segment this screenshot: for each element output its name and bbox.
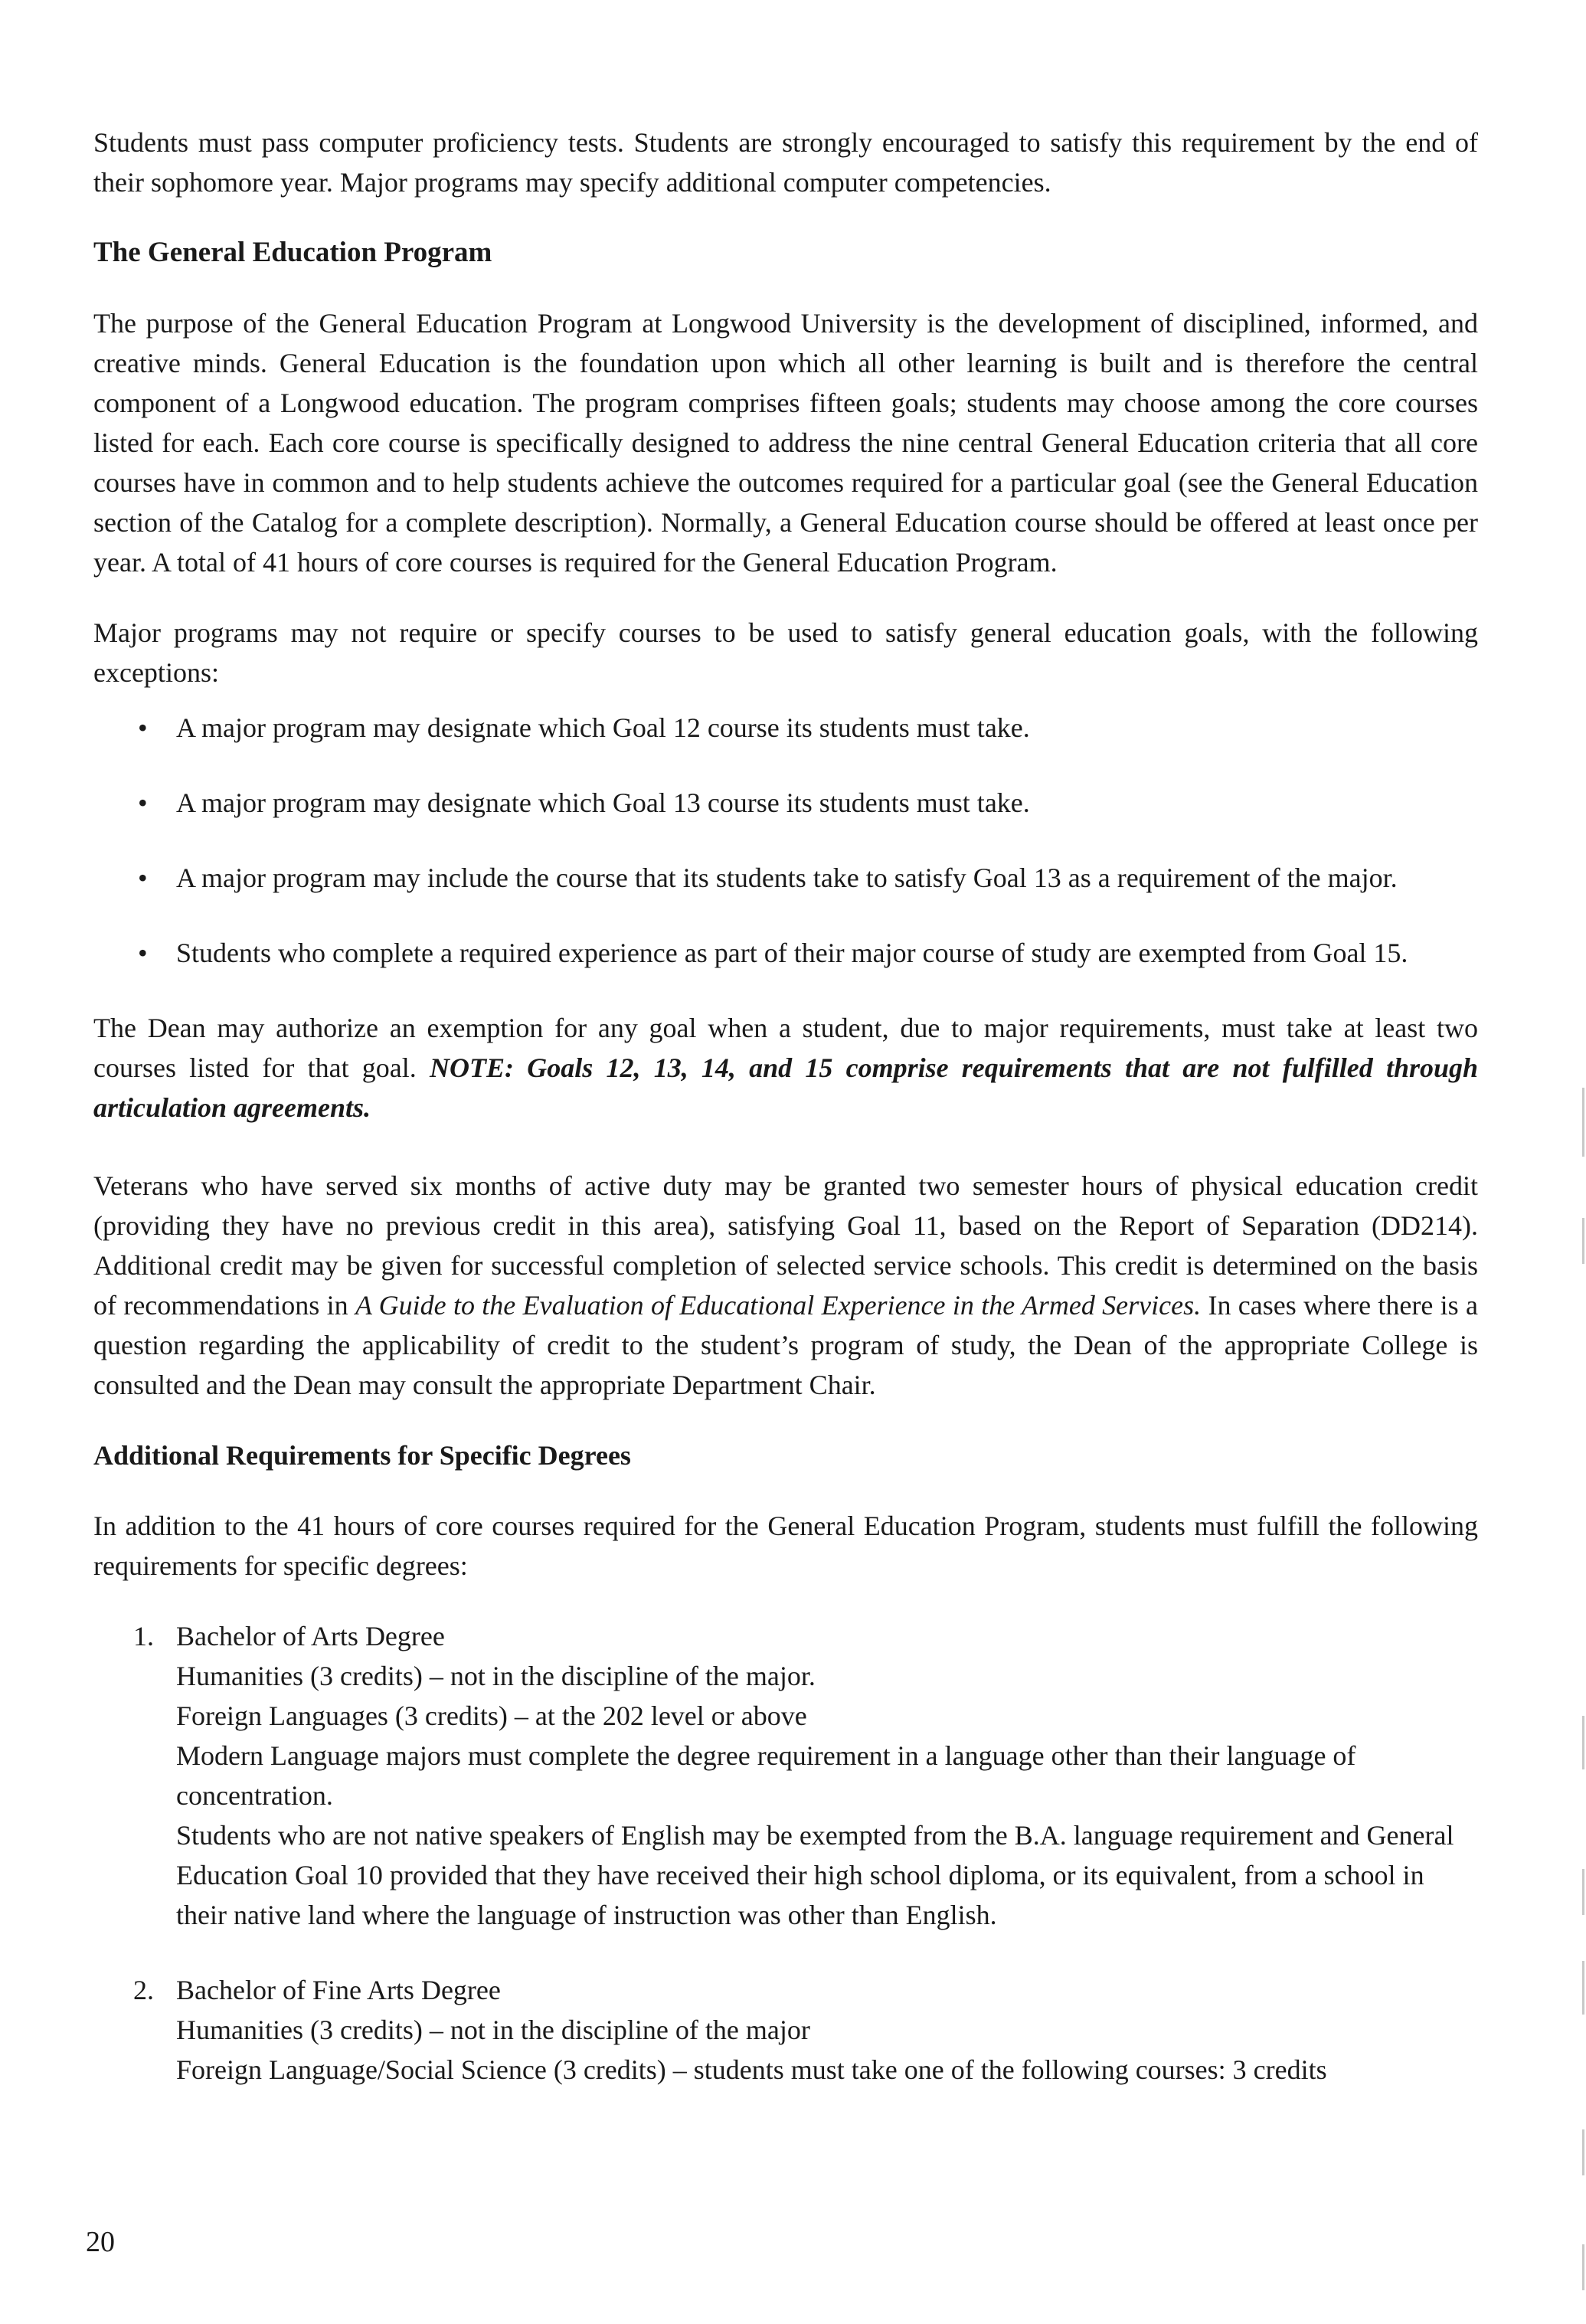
veterans-text-a: Veterans who have served six months of active duty may be granted two semester hours of physical education credit (providing they have no previous credit in this area), satisfying Goal 11, based on the Report of Separation (DD214). Additional credit may be given for successful completion of selected service schools. This credit is determined on the basis of recommendations in xyxy=(93,1170,1478,1321)
gen-ed-heading: The General Education Program xyxy=(93,237,492,268)
list-item xyxy=(93,933,1478,973)
list-item xyxy=(93,708,1478,748)
scan-edge-mark xyxy=(1582,2129,1584,2175)
degree-requirement-line: Foreign Language/Social Science (3 credits) – students must take one of the following courses: 3 credits xyxy=(176,2054,1327,2085)
degree-title: Bachelor of Fine Arts Degree xyxy=(176,1975,501,2005)
intro-paragraph: Students must pass computer proficiency tests. Students are strongly encouraged to satisfy this requirement by the end of their sophomore year. Major programs may specify additional computer competencies. xyxy=(93,127,1478,198)
degree-number: 1. xyxy=(133,1621,154,1651)
bullet-icon: • xyxy=(138,787,148,818)
degree-number: 2. xyxy=(133,1975,154,2005)
list-item xyxy=(93,783,1478,823)
degree-requirement-line: Modern Language majors must complete the degree requirement in a language other than their language of concentration. xyxy=(176,1740,1356,1811)
list-item xyxy=(93,858,1478,898)
bullet-icon: • xyxy=(138,938,148,968)
scan-edge-mark xyxy=(1582,1218,1584,1264)
scan-edge-mark xyxy=(1582,1716,1584,1769)
exception-text: A major program may designate which Goal 12 course its students must take. xyxy=(176,712,1030,743)
scan-edge-mark xyxy=(1582,1961,1584,2015)
list-item xyxy=(93,1616,1478,1935)
degree-title: Bachelor of Arts Degree xyxy=(176,1621,445,1651)
degree-list xyxy=(93,1616,1478,2090)
list-item xyxy=(93,1970,1478,2090)
bullet-icon: • xyxy=(138,862,148,893)
scan-edge-mark xyxy=(1582,1088,1584,1157)
dean-exemption-paragraph xyxy=(93,1008,1478,1128)
additional-requirements-heading: Additional Requirements for Specific Degrees xyxy=(93,1440,631,1471)
gen-ed-exceptions-intro: Major programs may not require or specify courses to be used to satisfy general education goals, with the following exceptions: xyxy=(93,617,1478,688)
document-page xyxy=(93,123,1478,2125)
guide-title: A Guide to the Evaluation of Educational Experience in the Armed Services. xyxy=(355,1290,1202,1321)
veterans-paragraph xyxy=(93,1166,1478,1405)
dean-text: The Dean may authorize an exemption for any goal when a student, due to major requirements, must take at least two courses listed for that goal. xyxy=(93,1013,1478,1083)
additional-requirements-intro: In addition to the 41 hours of core courses required for the General Education Program, students must fulfill the following requirements for specific degrees: xyxy=(93,1511,1478,1581)
exceptions-list xyxy=(93,708,1478,973)
scan-edge-mark xyxy=(1582,1869,1584,1915)
scan-edge-mark xyxy=(1582,2244,1584,2290)
exception-text: Students who complete a required experience as part of their major course of study are exempted from Goal 15. xyxy=(176,938,1408,968)
degree-requirement-line: Humanities (3 credits) – not in the discipline of the major xyxy=(176,2015,810,2045)
exception-text: A major program may include the course that its students take to satisfy Goal 13 as a requirement of the major. xyxy=(176,862,1398,893)
gen-ed-purpose-paragraph: The purpose of the General Education Program at Longwood University is the development of disciplined, informed, and creative minds. General Education is the foundation upon which all other learning is built and is therefore the central component of a Longwood education. The program comprises fifteen goals; students may choose among the core courses listed for each. Each core course is specifically designed to address the nine central General Education criteria that all core courses have in common and to help students achieve the outcomes required for a particular goal (see the General Education section of the Catalog for a complete description). Normally, a General Education course should be offered at least once per year. A total of 41 hours of core courses is required for the General Education Program. xyxy=(93,308,1478,578)
exception-text: A major program may designate which Goal 13 course its students must take. xyxy=(176,787,1030,818)
veterans-text-b: In cases where there is a question regarding the applicability of credit to the student’s program of study, the Dean of the appropriate College is consulted and the Dean may consult the appropriate Department Chair. xyxy=(93,1290,1479,1400)
articulation-note: NOTE: Goals 12, 13, 14, and 15 comprise requirements that are not fulfilled through articulation agreements. xyxy=(93,1052,1479,1123)
page-number: 20 xyxy=(86,2226,115,2258)
bullet-icon: • xyxy=(138,712,148,743)
degree-requirement-line: Students who are not native speakers of English may be exempted from the B.A. language requirement and General Education Goal 10 provided that they have received their high school diploma, or its equivalent, from a school in their native land where the language of instruction was other than English. xyxy=(176,1820,1454,1930)
degree-requirement-line: Humanities (3 credits) – not in the discipline of the major. xyxy=(176,1661,816,1691)
degree-requirement-line: Foreign Languages (3 credits) – at the 202 level or above xyxy=(176,1700,807,1731)
